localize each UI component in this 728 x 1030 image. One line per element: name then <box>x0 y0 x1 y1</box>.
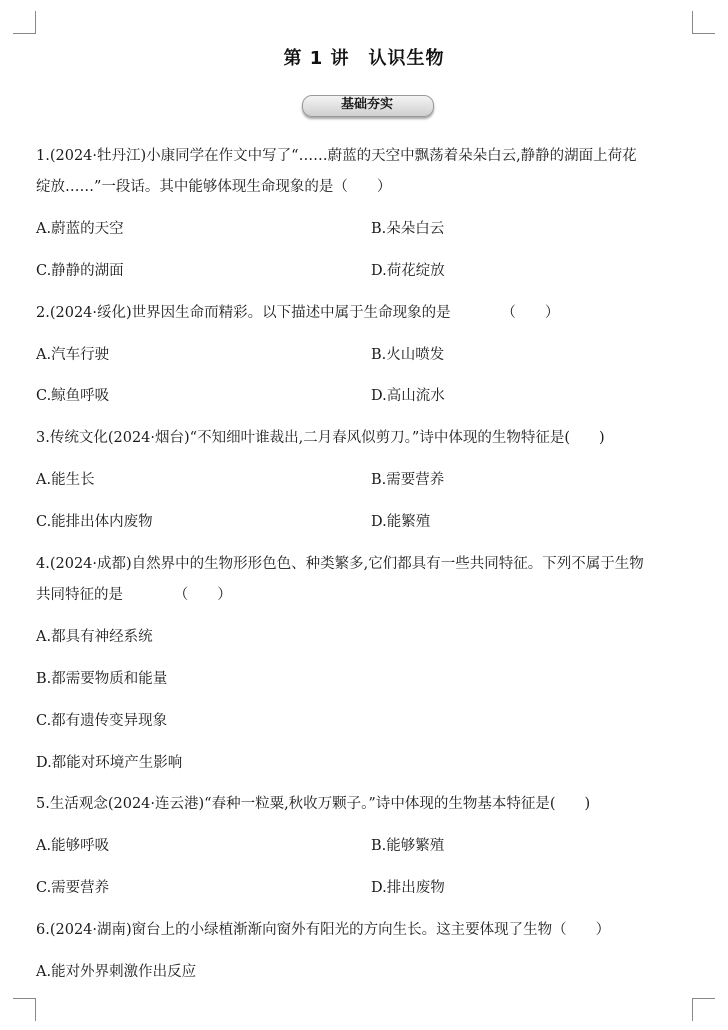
section-title: 基础夯实 <box>340 97 393 112</box>
question-4-option-c: C.都有遗传变异现象 <box>36 713 168 729</box>
question-6-text: 6.(2024·湖南)窗台上的小绿植渐渐向窗外有阳光的方向生长。这主要体现了生物（ ） <box>36 922 611 938</box>
question-4-option-d: D.都能对环境产生影响 <box>36 755 183 771</box>
question-2-option-a: A.汽车行驶 <box>36 347 110 363</box>
question-3-option-d: D.能繁殖 <box>371 514 431 530</box>
question-1-option-d: D.荷花绽放 <box>371 263 445 279</box>
question-1-option-b: B.朵朵白云 <box>371 221 445 237</box>
question-6-option-a: A.能对外界刺激作出反应 <box>36 964 197 980</box>
question-4-text-line-2: 共同特征的是 （ ） <box>36 587 232 603</box>
question-5-option-a: A.能够呼吸 <box>36 838 110 854</box>
section-header <box>302 95 432 119</box>
question-2-option-d: D.高山流水 <box>371 388 445 404</box>
question-3-option-a: A.能生长 <box>36 472 95 488</box>
question-5-option-d: D.排出废物 <box>371 880 445 896</box>
corner-mark-top-right <box>692 11 715 34</box>
question-3-option-c: C.能排出体内废物 <box>36 514 153 530</box>
question-1-option-a: A.蔚蓝的天空 <box>36 221 124 237</box>
question-1-text-line-2: 绽放……”一段话。其中能够体现生命现象的是（ ） <box>36 179 392 195</box>
question-2-option-c: C.鲸鱼呼吸 <box>36 388 110 404</box>
question-2-option-b: B.火山喷发 <box>371 347 445 363</box>
question-4-text-line-1: 4.(2024·成都)自然界中的生物形形色色、种类繁多,它们都具有一些共同特征。下列不属于生物 <box>36 556 644 572</box>
question-5-option-c: C.需要营养 <box>36 880 110 896</box>
question-1-option-c: C.静静的湖面 <box>36 263 124 279</box>
corner-mark-bottom-right <box>692 998 715 1021</box>
question-3-option-b: B.需要营养 <box>371 472 445 488</box>
question-5-option-b: B.能够繁殖 <box>371 838 445 854</box>
question-1-text-line-1: 1.(2024·牡丹江)小康同学在作文中写了“……蔚蓝的天空中飘荡着朵朵白云,静静的湖面上荷花 <box>36 148 637 164</box>
question-4-option-a: A.都具有神经系统 <box>36 629 153 645</box>
corner-mark-bottom-left <box>13 998 36 1021</box>
question-2-text: 2.(2024·绥化)世界因生命而精彩。以下描述中属于生命现象的是 （ ） <box>36 305 560 321</box>
question-4-option-b: B.都需要物质和能量 <box>36 671 168 687</box>
question-5-text: 5.生活观念(2024·连云港)“春种一粒粟,秋收万颗子。”诗中体现的生物基本特征是( ) <box>36 796 591 812</box>
page-title: 第 1 讲 认识生物 <box>283 48 445 69</box>
question-3-text: 3.传统文化(2024·烟台)“不知细叶谁裁出,二月春风似剪刀。”诗中体现的生物特征是( ) <box>36 430 605 446</box>
corner-mark-top-left <box>13 11 36 34</box>
